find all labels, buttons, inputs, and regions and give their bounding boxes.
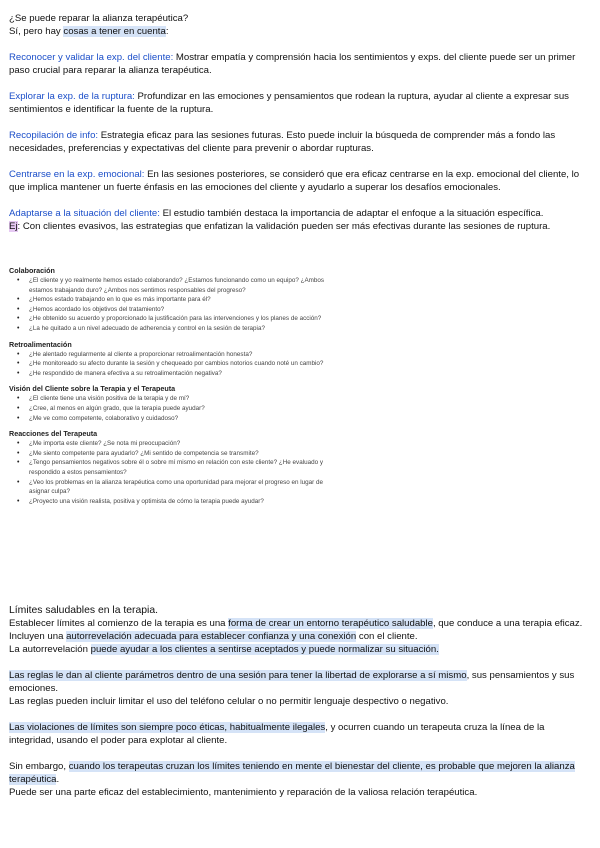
highlight: forma de crear un entorno terapéutico saludable [228, 618, 433, 629]
section-list [9, 439, 339, 506]
highlight: Las violaciones de límites son siempre poco éticas, habitualmente ilegales [9, 722, 326, 733]
list-item: • ¿Me siento competente para ayudarlo? ¿Mi sentido de competencia se transmite? [29, 449, 339, 459]
highlight: autorrevelación adecuada para establecer confianza y una conexión [66, 631, 357, 642]
point-term: Reconocer y validar la exp. del cliente: [9, 52, 174, 63]
section-heading: Retroalimentación [9, 339, 72, 349]
example-marker: Ej [9, 221, 18, 232]
section-heading: Reacciones del Terapeuta [9, 429, 98, 439]
highlight: cuando los terapeutas cruzan los límites teniendo en mente el bienestar del cliente, es probable que mejoren la alianza terapéutica [9, 761, 575, 785]
list-item: • ¿El cliente tiene una visión positiva de la terapia y de mí? [29, 394, 339, 404]
point-explore: Explorar la exp. de la ruptura: Profundizar en las emociones y pensamientos que rodean la ruptura, ayudar al cliente a expresar sus sentimientos e identificar la fuente de la ruptura. [9, 91, 569, 115]
list-item: • ¿He alentado regularmente al cliente a proporcionar retroalimentación honesta? [29, 350, 339, 360]
point-info: Recopilación de info: Estrategia eficaz para las sesiones futuras. Esto puede incluir la búsqueda de comprender más a fondo las necesidades, preferencias y expectativas del cliente para prevenir o abordar rupturas. [9, 130, 556, 154]
list-item: • ¿Me importa este cliente? ¿Se nota mi preocupación? [29, 439, 339, 449]
point-term: Recopilación de info: [9, 130, 99, 141]
highlight: cosas a tener en cuenta [63, 26, 166, 37]
limits-p1: Establecer límites al comienzo de la terapia es una forma de crear un entorno terapéutico saludable, que conduce a una terapia eficaz. [9, 618, 583, 629]
intro-question: ¿Se puede reparar la alianza terapéutica? [9, 13, 189, 24]
list-item: • ¿La he quitado a un nivel adecuado de adherencia y control en la sesión de terapia? [29, 324, 339, 334]
list-item: • ¿Tengo pensamientos negativos sobre él o sobre mí mismo en relación con este cliente? ¿He evaluado y respondido a estos pensamientos? [29, 458, 339, 477]
questionnaire-image [9, 266, 339, 592]
limits-p3: La autorrevelación puede ayudar a los clientes a sentirse aceptados y puede normalizar su situación. [9, 644, 439, 655]
list-item: • ¿Proyecto una visión realista, positiva y optimista de cómo la terapia puede ayudar? [29, 497, 339, 507]
notes-document [9, 12, 587, 233]
point-emotional: Centrarse en la exp. emocional: En las sesiones posteriores, se consideró que era eficaz centrarse en la exp. emocional del cliente, lo que implica mantener un fuerte énfasis en las emociones del cliente y ayudarlo a superar los desafíos emocionales. [9, 169, 580, 193]
point-adapt: Adaptarse a la situación del cliente: El estudio también destaca la importancia de adaptar el enfoque a la situación específica. [9, 208, 544, 219]
limits-p5: Las reglas pueden incluir limitar el uso del teléfono celular o no permitir lenguaje despectivo o negativo. [9, 696, 449, 707]
limits-title: Límites saludables en la terapia. [9, 605, 159, 616]
limits-p6: Las violaciones de límites son siempre poco éticas, habitualmente ilegales, y ocurren cuando un terapeuta cruza la línea de la integridad, usando el poder para explotar al cliente. [9, 722, 545, 746]
example: Ej: Con clientes evasivos, las estrategias que enfatizan la validación pueden ser más efectivas durante las sesiones de ruptura. [9, 221, 551, 232]
section-list [9, 276, 339, 334]
section-list [9, 350, 339, 379]
limits-p7: Sin embargo, cuando los terapeutas cruzan los límites teniendo en mente el bienestar del cliente, es probable que mejoren la alianza terapéutica. [9, 761, 575, 785]
limits-p4: Las reglas le dan al cliente parámetros dentro de una sesión para tener la libertad de explorarse a sí mismo, sus pensamientos y sus emociones. [9, 670, 575, 694]
point-term: Explorar la exp. de la ruptura: [9, 91, 135, 102]
intro-answer: Sí, pero hay cosas a tener en cuenta: [9, 26, 169, 37]
list-item: • ¿He obtenido su acuerdo y proporcionado la justificación para las intervenciones y los planes de acción? [29, 314, 339, 324]
list-item: • ¿Cree, al menos en algún grado, que la terapia puede ayudar? [29, 404, 339, 414]
list-item: • ¿Me ve como competente, colaborativo y cuidadoso? [29, 414, 339, 424]
limits-section [9, 604, 589, 799]
list-item: • ¿El cliente y yo realmente hemos estado colaborando? ¿Estamos funcionando como un equipo? ¿Ambos estamos trabajando duro? ¿Ambos nos sentimos responsables del progreso? [29, 276, 339, 295]
list-item: • ¿Hemos acordado los objetivos del tratamiento? [29, 305, 339, 315]
section-heading: Visión del Cliente sobre la Terapia y el Terapeuta [9, 384, 176, 394]
list-item: • ¿He respondido de manera efectiva a su retroalimentación negativa? [29, 369, 339, 379]
point-term: Centrarse en la exp. emocional: [9, 169, 145, 180]
list-item: • ¿Hemos estado trabajando en lo que es más importante para él? [29, 295, 339, 305]
limits-p8: Puede ser una parte eficaz del establecimiento, mantenimiento y reparación de la valiosa relación terapéutica. [9, 787, 478, 798]
point-validate: Reconocer y validar la exp. del cliente: Mostrar empatía y comprensión hacia los sentimientos y exps. del cliente puede ser un primer paso crucial para reparar la alianza terapéutica. [9, 52, 576, 76]
highlight: Las reglas le dan al cliente parámetros dentro de una sesión para tener la libertad de explorarse a sí mismo [9, 670, 467, 681]
section-list [9, 394, 339, 423]
list-item: • ¿Veo los problemas en la alianza terapéutica como una oportunidad para mejorar el progreso en lugar de asignar culpa? [29, 478, 339, 497]
section-heading: Colaboración [9, 266, 55, 275]
list-item: • ¿He monitoreado su afecto durante la sesión y chequeado por cambios notorios cuando noté un cambio? [29, 359, 339, 369]
point-term: Adaptarse a la situación del cliente: [9, 208, 160, 219]
limits-p2: Incluyen una autorrevelación adecuada para establecer confianza y una conexión con el cliente. [9, 631, 418, 642]
highlight: puede ayudar a los clientes a sentirse aceptados y puede normalizar su situación. [90, 644, 439, 655]
